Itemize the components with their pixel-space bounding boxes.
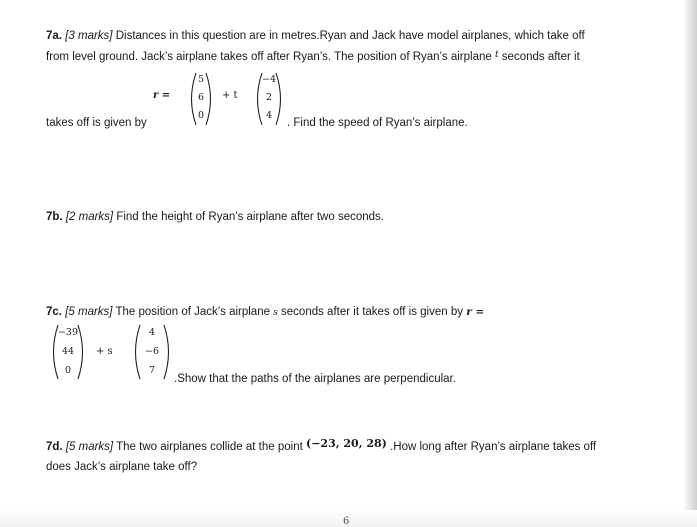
vector-entry: 5 bbox=[197, 74, 205, 85]
q7a-line-1 bbox=[46, 29, 585, 43]
q7c-intro-text: The position of Jack’s airplane bbox=[115, 306, 270, 318]
q7a-plus-t: + t bbox=[222, 90, 238, 101]
vector-entry: 4 bbox=[148, 327, 156, 338]
q7c-plus-s: + s bbox=[96, 346, 113, 357]
q7d-marks: [5 marks] bbox=[65, 441, 114, 453]
q7a-r-label: r = bbox=[153, 90, 171, 101]
q7c-vector-b bbox=[130, 323, 174, 381]
vector-entry: −4 bbox=[261, 74, 276, 85]
q7a-question-text: . Find the speed of Ryan’s airplane. bbox=[287, 117, 468, 129]
q7b-line bbox=[46, 210, 384, 224]
q7b-marks: [2 marks] bbox=[65, 211, 114, 223]
q7b-label: 7b. bbox=[46, 211, 63, 223]
q7c-s-symbol: s bbox=[273, 308, 278, 318]
vector-entry: 0 bbox=[64, 365, 72, 376]
vector-entry: −6 bbox=[144, 346, 159, 357]
q7d-question-text: .How long after Ryan’s airplane takes off bbox=[390, 441, 597, 453]
q7d-line-1 bbox=[46, 437, 597, 454]
vector-entry: 2 bbox=[265, 92, 273, 103]
q7a-marks: [3 marks] bbox=[65, 30, 113, 42]
q7d-collision-point: (−23, 20, 28) bbox=[306, 437, 387, 450]
vector-entry: 6 bbox=[197, 92, 205, 103]
q7a-seconds-text: seconds after it bbox=[501, 51, 580, 63]
q7a-vector-b bbox=[252, 71, 286, 127]
q7c-line-1 bbox=[46, 305, 484, 320]
vector-entry: 0 bbox=[197, 110, 205, 121]
q7c-vector-a bbox=[48, 323, 88, 381]
vector-entry: 4 bbox=[265, 110, 273, 121]
q7d-label: 7d. bbox=[46, 441, 63, 453]
q7d-intro-text: The two airplanes collide at the point bbox=[116, 441, 303, 453]
q7d-line-2: does Jack’s airplane take off? bbox=[46, 461, 198, 473]
q7c-question-text: .Show that the paths of the airplanes are perpendicular. bbox=[174, 373, 456, 385]
q7a-line-3: takes off is given by bbox=[46, 117, 147, 129]
q7b-question-text: Find the height of Ryan’s airplane after two seconds. bbox=[116, 211, 384, 223]
page-edge-shadow bbox=[683, 0, 697, 527]
vector-entry: −39 bbox=[57, 327, 79, 338]
q7a-intro-text: Distances in this question are in metres.Ryan and Jack have model airplanes, which take off bbox=[115, 30, 585, 42]
q7a-position-text: from level ground. Jack’s airplane takes off after Ryan’s. The position of Ryan’s airplane bbox=[46, 51, 492, 63]
q7a-t-symbol: t bbox=[494, 50, 499, 60]
q7c-r-label: r = bbox=[466, 306, 485, 318]
q7a-vector-a bbox=[186, 71, 216, 127]
q7c-marks: [5 marks] bbox=[65, 306, 113, 318]
page-number: 6 bbox=[343, 516, 350, 527]
vector-entry: 44 bbox=[61, 346, 75, 357]
q7c-given-text: seconds after it takes off is given by bbox=[281, 306, 463, 318]
q7a-line-2 bbox=[46, 50, 580, 65]
vector-entry: 7 bbox=[148, 365, 156, 376]
q7c-label: 7c. bbox=[46, 306, 62, 318]
q7a-label: 7a. bbox=[46, 30, 62, 42]
